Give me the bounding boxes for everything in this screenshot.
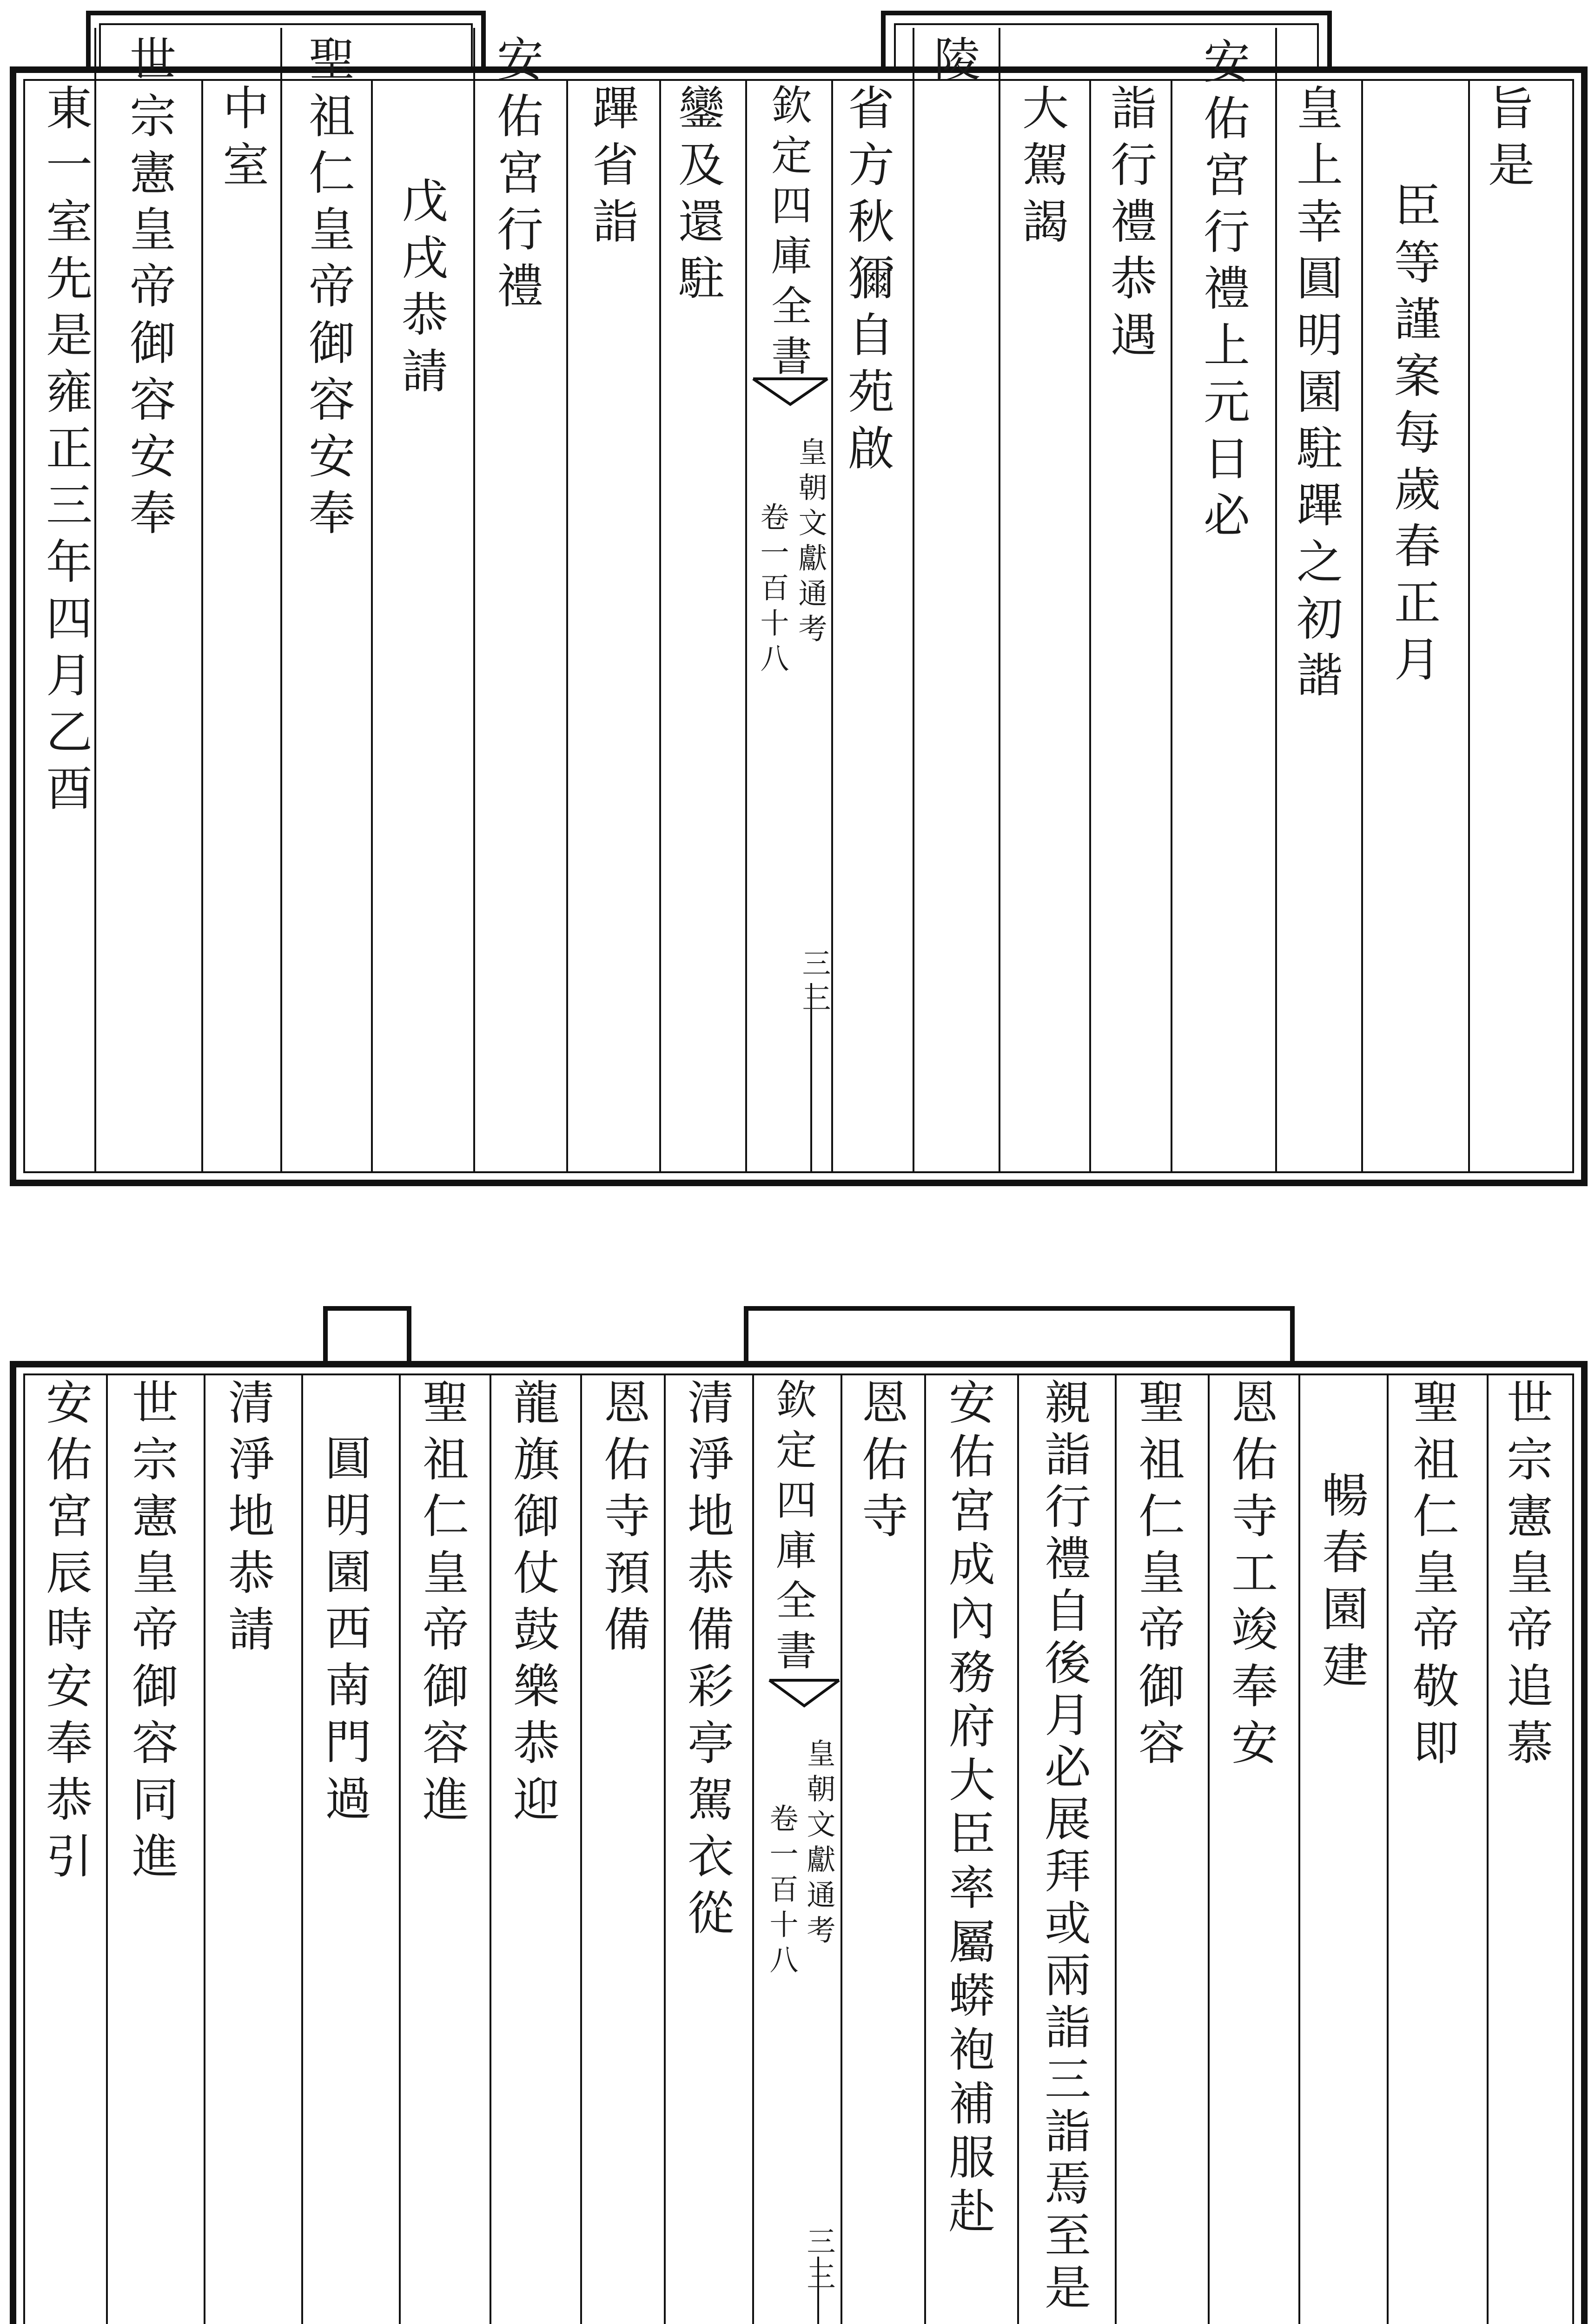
upper-center-volume: 卷一百十八	[755, 502, 789, 679]
upper-col-5: 詣行禮恭遇	[1103, 84, 1157, 367]
upper-center-title: 欽定四庫全書	[765, 84, 813, 385]
lower-center-subtitle: 皇朝文獻通考	[802, 1738, 836, 1950]
upper-col-10: 蹕省詣	[584, 84, 639, 254]
upper-center-folio: 三三	[797, 948, 831, 1019]
upper-col-13: 聖祖仁皇帝御容安奉	[301, 35, 355, 545]
lower-col-7: 安佑宮成內務府大臣率屬蟒袍補服赴	[941, 1378, 995, 2241]
upper-col-7: 陵	[926, 35, 980, 92]
upper-col-9: 鑾及還駐	[670, 84, 725, 310]
upper-col-8: 省方秋獮自苑啟	[840, 84, 894, 481]
lower-col-6: 親詣行禮自後月必展拜或兩詣三詣焉至是	[1037, 1378, 1091, 2315]
upper-col-12: 戊戌恭請	[394, 177, 448, 403]
lower-col-16: 安佑宮辰時安奉恭引	[38, 1378, 93, 1888]
upper-col-2: 臣等謹案每歲春正月	[1386, 181, 1441, 692]
lower-col-1: 世宗憲皇帝追慕	[1499, 1378, 1553, 1775]
upper-col-16: 東一室先是雍正三年四月乙酉	[38, 84, 93, 821]
lower-col-9: 清淨地恭備彩亭駕衣從	[680, 1378, 734, 1945]
lower-center-volume: 卷一百十八	[765, 1803, 799, 1980]
upper-col-15: 世宗憲皇帝御容安奉	[122, 35, 176, 545]
lower-col-14: 清淨地恭請	[220, 1378, 275, 1662]
upper-col-6: 大駕謁	[1014, 84, 1069, 254]
lower-col-12: 聖祖仁皇帝御容進	[415, 1378, 469, 1832]
lower-col-5: 聖祖仁皇帝御容	[1131, 1378, 1185, 1775]
lower-col-8: 恩佑寺	[854, 1378, 908, 1548]
upper-col-4: 安佑宮行禮上元日必	[1196, 37, 1250, 548]
upper-col-1: 旨是	[1480, 84, 1535, 197]
lower-center-title: 欽定四庫全書	[769, 1378, 817, 1679]
lower-col-15: 世宗憲皇帝御容同進	[124, 1378, 179, 1888]
lower-col-4: 恩佑寺工竣奉安	[1224, 1378, 1278, 1775]
lower-col-11: 龍旗御仗鼓樂恭迎	[505, 1378, 560, 1832]
lower-col-2: 聖祖仁皇帝敬即	[1405, 1378, 1459, 1775]
lower-col-13: 圓明園西南門過	[317, 1434, 371, 1831]
lower-col-3: 暢春園建	[1314, 1471, 1369, 1698]
upper-col-11: 安佑宮行禮	[489, 35, 543, 318]
upper-col-3: 皇上幸圓明園駐蹕之初諧	[1289, 84, 1343, 707]
lower-center-folio: 三三	[802, 2226, 836, 2297]
upper-col-14: 中室	[215, 84, 269, 197]
upper-center-subtitle: 皇朝文獻通考	[794, 437, 827, 649]
lower-col-10: 恩佑寺預備	[596, 1378, 650, 1662]
